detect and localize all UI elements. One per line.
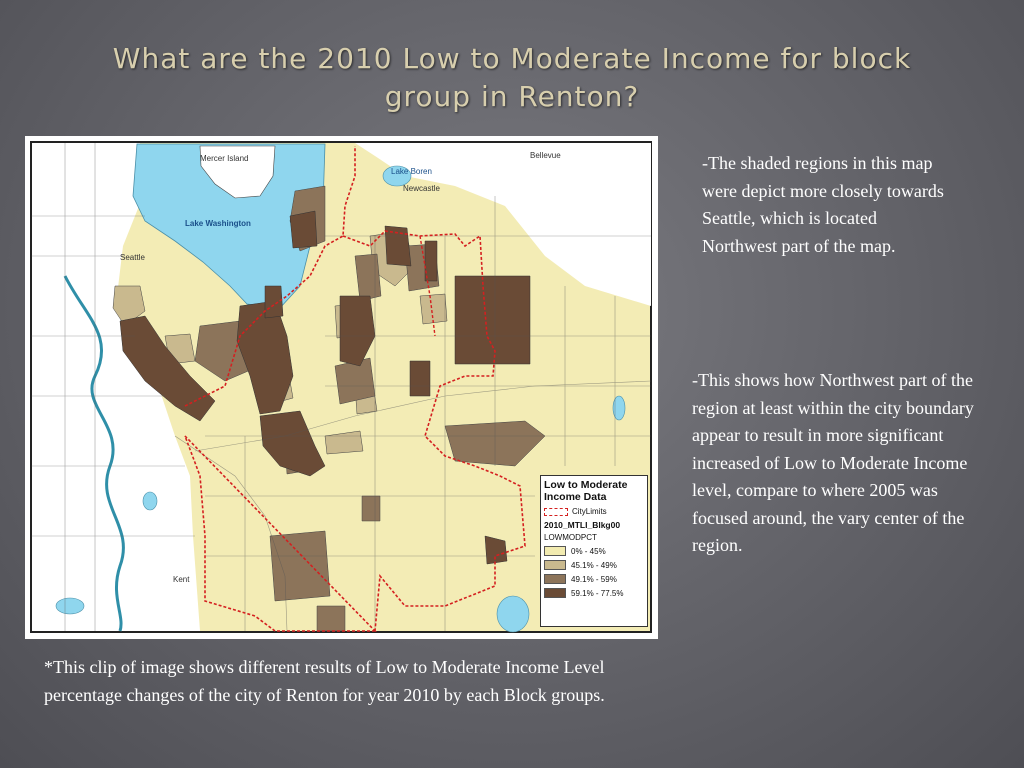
legend-swatch <box>544 560 566 570</box>
label-lake-boren: Lake Boren <box>391 167 432 176</box>
legend-class-row <box>544 560 644 570</box>
map-caption: *This clip of image shows different results of Low to Moderate Income Level percentage changes of the city of Renton for year 2010 by each Block groups. <box>44 657 605 705</box>
label-newcastle: Newcastle <box>403 184 440 193</box>
legend-city-limits <box>544 507 644 516</box>
legend-class-label: 45.1% - 49% <box>571 560 617 570</box>
legend-swatch <box>544 588 566 598</box>
legend-class-row <box>544 546 644 556</box>
legend-layer-name: 2010_MTLI_Blkg00 <box>544 520 621 530</box>
label-lake-washington: Lake Washington <box>185 219 251 228</box>
legend-title: Low to Moderate Income Data <box>544 479 628 503</box>
label-seattle: Seattle <box>120 253 145 262</box>
note-shaded-regions: -The shaded regions in this map were depict more closely towards Seattle, which is located Northwest part of the map. <box>702 153 944 256</box>
legend-swatch <box>544 546 566 556</box>
label-bellevue: Bellevue <box>530 151 561 160</box>
small-lake-west <box>56 598 84 614</box>
legend-class-label: 0% - 45% <box>571 546 606 556</box>
note-northwest-increase: -This shows how Northwest part of the region at least within the city boundary appear to result in more significant increased of Low to Moderate Income level, compare to where 2005 was focused around, the vary center of the region. <box>692 370 974 555</box>
legend-class-row <box>544 588 644 598</box>
label-mercer-island: Mercer Island <box>200 154 249 163</box>
legend-class-row <box>544 574 644 584</box>
legend-city-limits-label: CityLimits <box>572 507 607 516</box>
legend-field-name: LOWMODPCT <box>544 533 597 542</box>
map-legend <box>540 475 648 627</box>
slide-title-line-2: group in Renton? <box>384 80 640 113</box>
small-lake-south <box>497 596 529 632</box>
slide-title <box>60 40 964 116</box>
slide-title-line-1: What are the 2010 Low to Moderate Income for block <box>112 42 912 75</box>
small-lake-center <box>143 492 157 510</box>
city-limits-symbol <box>544 508 568 516</box>
legend-swatch <box>544 574 566 584</box>
legend-class-label: 59.1% - 77.5% <box>571 588 624 598</box>
legend-class-label: 49.1% - 59% <box>571 574 617 584</box>
renton-income-map <box>25 136 658 639</box>
label-kent: Kent <box>173 575 190 584</box>
